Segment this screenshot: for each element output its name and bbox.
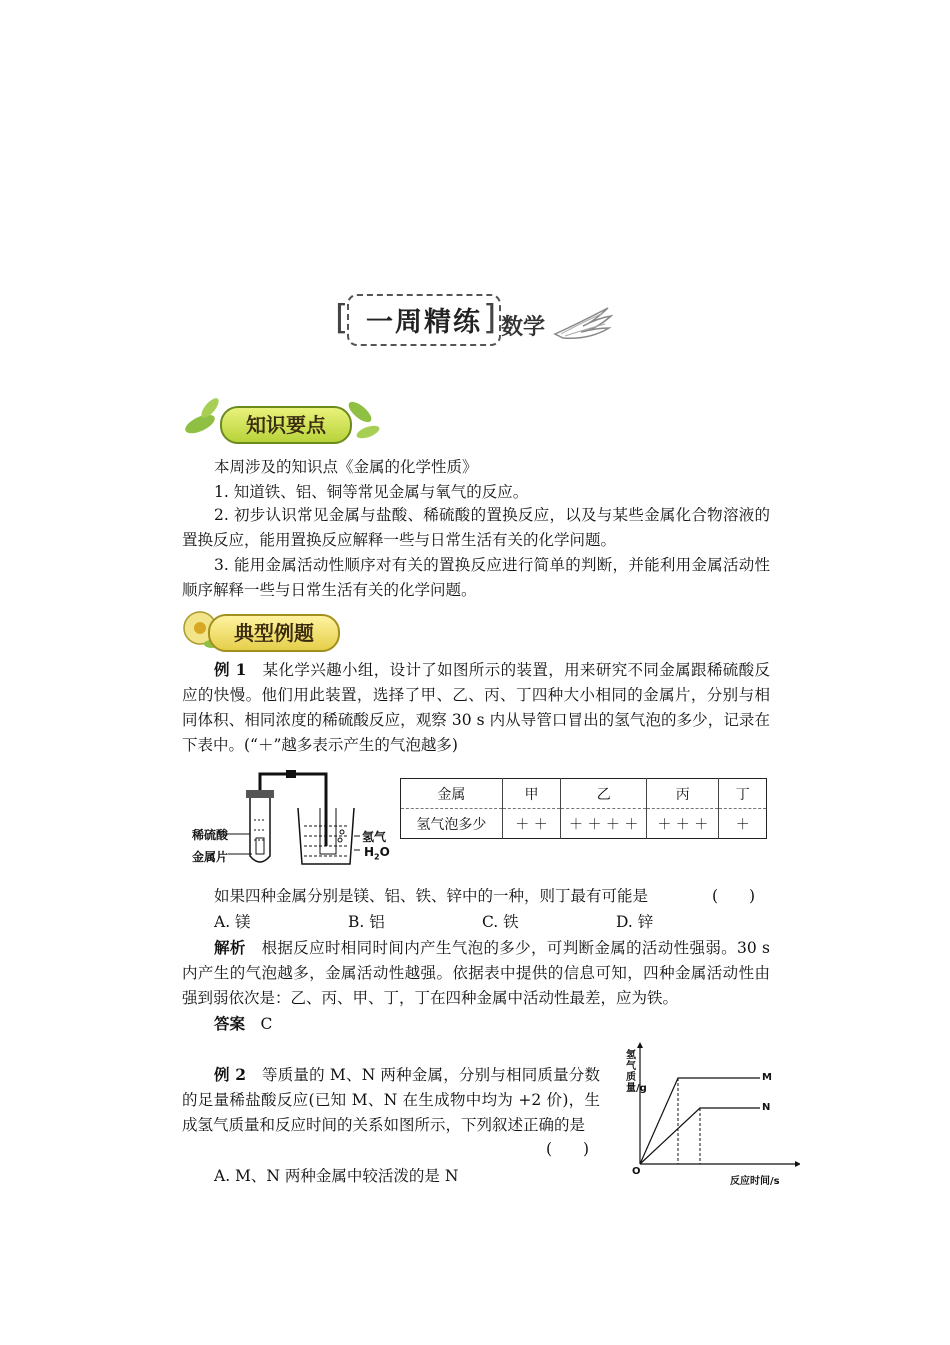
table-cell: 氢气泡多少	[401, 809, 503, 839]
water-label	[364, 845, 390, 861]
wing-icon	[553, 304, 613, 344]
example-1-bracket: ( )	[712, 887, 756, 905]
table-row	[401, 809, 767, 839]
answer-label: 答案	[214, 1014, 246, 1033]
table-cell: ＋ ＋	[502, 809, 560, 839]
analysis-label: 解析	[214, 938, 246, 957]
banner-title: 一周精练	[366, 307, 482, 338]
table-cell: ＋ ＋ ＋ ＋	[561, 809, 647, 839]
answer-value: C	[260, 1015, 273, 1033]
option-a: A. 镁	[214, 913, 251, 931]
analysis-text: 根据反应时相同时间内产生气泡的多少，可判断金属的活动性强弱。30 s 内产生的气泡越多，金属活动性越强。依据表中提供的信息可知，四种金属活动性由强到弱依次是：乙、丙、甲、丁，丁在四种金属中活动性最差，应为铁。	[182, 939, 770, 1007]
graph-line-m-label: M	[762, 1072, 772, 1083]
water-o: O	[379, 845, 390, 859]
example-1-answer	[214, 1012, 272, 1034]
table-header-cell: 金属	[401, 779, 503, 809]
left-bracket: [	[335, 298, 349, 338]
example-1-text	[182, 657, 770, 758]
knowledge-title: 知识要点	[220, 406, 352, 444]
metal-hydrogen-table	[400, 778, 767, 839]
table-header-row	[401, 779, 767, 809]
knowledge-item-1: 1. 知道铁、铝、铜等常见金属与氧气的反应。	[214, 483, 529, 501]
table-header-cell: 丙	[647, 779, 719, 809]
page-banner	[335, 290, 615, 352]
hydrogen-label: 氢气	[362, 830, 387, 844]
knowledge-item-2: 2. 初步认识常见金属与盐酸、稀硫酸的置换反应，以及与某些金属化合物溶液的置换反应，能用置换反应解释一些与日常生活有关的化学问题。	[182, 506, 770, 549]
table-cell: ＋ ＋ ＋	[647, 809, 719, 839]
option-c: C. 铁	[482, 913, 519, 931]
table-cell: ＋	[719, 809, 767, 839]
right-bracket: ]	[483, 298, 497, 338]
example-1-question: 如果四种金属分别是镁、铝、铁、锌中的一种，则丁最有可能是	[214, 887, 649, 905]
graph-x-label: 反应时间/s	[730, 1176, 780, 1187]
acid-label: 稀硫酸	[192, 828, 229, 842]
example-1-body: 某化学兴趣小组，设计了如图所示的装置，用来研究不同金属跟稀硫酸反应的快慢。他们用此装置，选择了甲、乙、丙、丁四种大小相同的金属片，分别与相同体积、相同浓度的稀硫酸反应，观察 30 s 内从导管口冒出的氢气泡的多少，记录在下表中。(“＋”越多表示产生的气泡越多)	[182, 661, 770, 754]
example-2-bracket: ( )	[546, 1140, 590, 1158]
knowledge-section-header	[180, 398, 380, 446]
table-header-cell: 甲	[502, 779, 560, 809]
example-2-body: 等质量的 M、N 两种金属，分别与相同质量分数的足量稀盐酸反应(已知 M、N 在生成物中均为 +2 价)，生成氢气质量和反应时间的关系如图所示，下列叙述正确的是	[182, 1066, 600, 1134]
graph-line-n-label: N	[762, 1102, 771, 1113]
examples-section-header	[180, 606, 350, 654]
option-b: B. 铝	[348, 913, 385, 931]
water-subscript: 2	[374, 852, 380, 862]
example-2-text	[182, 1062, 600, 1138]
option-d: D. 锌	[616, 913, 654, 931]
example-1-analysis	[182, 935, 770, 1011]
table-header-cell: 丁	[719, 779, 767, 809]
knowledge-item-3: 3. 能用金属活动性顺序对有关的置换反应进行简单的判断，并能利用金属活动性顺序解释一些与日常生活有关的化学问题。	[182, 556, 770, 599]
graph-origin: O	[632, 1166, 641, 1177]
knowledge-intro: 本周涉及的知识点《金属的化学性质》	[214, 458, 478, 476]
water-h: H	[364, 845, 375, 859]
example-1-label: 例 1	[214, 660, 247, 679]
graph-y-label: 氢气质量/g	[626, 1050, 647, 1094]
table-header-cell: 乙	[561, 779, 647, 809]
metal-piece-label: 金属片	[192, 850, 229, 864]
banner-subject: 数学	[501, 315, 546, 340]
example-2-label: 例 2	[214, 1065, 247, 1084]
examples-title: 典型例题	[208, 614, 340, 652]
hydrogen-time-graph	[620, 1042, 800, 1182]
example-2-option-a: A. M、N 两种金属中较活泼的是 N	[214, 1167, 459, 1185]
